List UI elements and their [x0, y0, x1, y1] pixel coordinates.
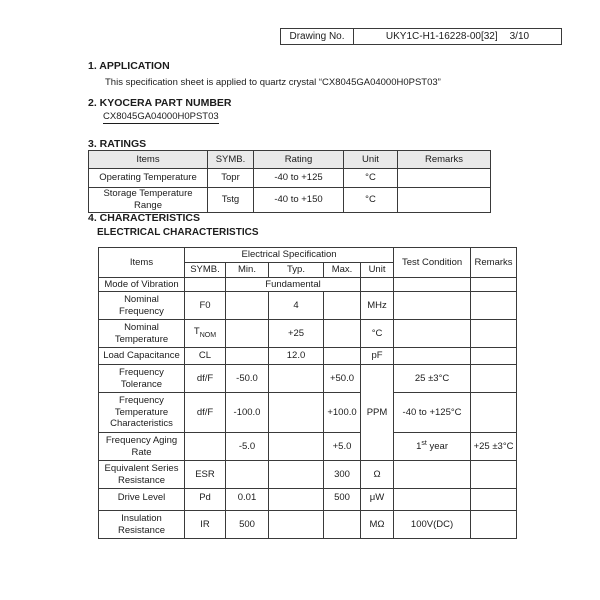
- empty-cell: [361, 278, 394, 292]
- ratings-header-rating: Rating: [254, 151, 344, 169]
- empty-cell: [471, 393, 517, 433]
- part-number-value: CX8045GA04000H0PST03: [103, 111, 219, 122]
- empty-cell: [471, 278, 517, 292]
- table-row: [99, 511, 517, 539]
- char-symb: IR: [185, 511, 226, 539]
- char-item: Nominal Frequency: [99, 292, 185, 320]
- rating-symb: Topr: [208, 169, 254, 188]
- table-row: [99, 365, 517, 393]
- char-max: 500: [324, 489, 361, 511]
- electrical-characteristics-subheading: ELECTRICAL CHARACTERISTICS: [97, 227, 259, 238]
- char-min: 500: [226, 511, 269, 539]
- char-max: 300: [324, 461, 361, 489]
- table-row: [99, 461, 517, 489]
- char-item: Nominal Temperature: [99, 320, 185, 348]
- rating-unit: °C: [344, 188, 398, 213]
- drawing-number-box: [280, 28, 562, 45]
- char-unit: Ω: [361, 461, 394, 489]
- char-item: Frequency Aging Rate: [99, 433, 185, 461]
- char-header-typ: Typ.: [269, 263, 324, 278]
- empty-cell: [185, 278, 226, 292]
- char-symb: df/F: [185, 365, 226, 393]
- empty-cell: [394, 292, 471, 320]
- characteristics-heading: 4. CHARACTERISTICS: [88, 212, 201, 224]
- char-unit: °C: [361, 320, 394, 348]
- char-remarks: +25 ±3°C: [471, 433, 517, 461]
- char-symb: $T_{NOM}$: [185, 320, 226, 348]
- empty-cell: [471, 489, 517, 511]
- rating-unit: °C: [344, 169, 398, 188]
- table-row: [99, 292, 517, 320]
- empty-cell: [269, 461, 324, 489]
- char-unit: MΩ: [361, 511, 394, 539]
- empty-cell: [471, 292, 517, 320]
- char-unit: μW: [361, 489, 394, 511]
- empty-cell: [324, 511, 361, 539]
- char-item: Equivalent Series Resistance: [99, 461, 185, 489]
- char-max: +5.0: [324, 433, 361, 461]
- ratings-header-row: [89, 151, 491, 169]
- char-spec: Fundamental: [226, 278, 361, 292]
- drawing-no-value: [354, 29, 561, 44]
- symb-subscript: NOM: [199, 332, 217, 340]
- empty-cell: [394, 461, 471, 489]
- rating-value: -40 to +125: [254, 169, 344, 188]
- empty-cell: [269, 433, 324, 461]
- char-unit: pF: [361, 348, 394, 365]
- char-max: +50.0: [324, 365, 361, 393]
- char-item: Drive Level: [99, 489, 185, 511]
- char-item: Frequency Tolerance: [99, 365, 185, 393]
- part-number-heading: 2. KYOCERA PART NUMBER: [88, 97, 232, 109]
- application-heading: 1. APPLICATION: [88, 60, 170, 72]
- empty-cell: [394, 278, 471, 292]
- table-row: [99, 433, 517, 461]
- rating-remarks: [398, 188, 491, 213]
- empty-cell: [269, 393, 324, 433]
- table-row: [99, 278, 517, 292]
- char-header-items: Items: [99, 248, 185, 278]
- empty-cell: [394, 320, 471, 348]
- table-row: [99, 393, 517, 433]
- char-header-remarks: Remarks: [471, 248, 517, 278]
- char-header-min: Min.: [226, 263, 269, 278]
- empty-cell: [269, 489, 324, 511]
- rating-item: Storage Temperature Range: [89, 188, 208, 213]
- rating-item: Operating Temperature: [89, 169, 208, 188]
- char-min: -5.0: [226, 433, 269, 461]
- application-body: This specification sheet is applied to quartz crystal “CX8045GA04000H0PST03”: [105, 77, 441, 88]
- rating-symb: Tstg: [208, 188, 254, 213]
- empty-cell: [471, 320, 517, 348]
- char-item: Insulation Resistance: [99, 511, 185, 539]
- ratings-header-remarks: Remarks: [398, 151, 491, 169]
- char-item: Load Capacitance: [99, 348, 185, 365]
- table-row: [99, 348, 517, 365]
- empty-cell: [269, 365, 324, 393]
- rating-value: -40 to +150: [254, 188, 344, 213]
- char-typ: 12.0: [269, 348, 324, 365]
- char-header-test-condition: Test Condition: [394, 248, 471, 278]
- table-row: [89, 188, 491, 213]
- empty-cell: [471, 461, 517, 489]
- char-unit: MHz: [361, 292, 394, 320]
- empty-cell: [394, 348, 471, 365]
- char-symb: df/F: [185, 393, 226, 433]
- char-min: -50.0: [226, 365, 269, 393]
- drawing-no-label: Drawing No.: [281, 29, 354, 44]
- page-number: 3/10: [509, 31, 530, 42]
- empty-cell: [226, 292, 269, 320]
- char-symb: ESR: [185, 461, 226, 489]
- electrical-characteristics-table: [98, 247, 517, 539]
- rating-remarks: [398, 169, 491, 188]
- empty-cell: [269, 511, 324, 539]
- table-row: [99, 489, 517, 511]
- char-symb: CL: [185, 348, 226, 365]
- empty-cell: [471, 365, 517, 393]
- ratings-heading: 3. RATINGS: [88, 138, 147, 150]
- ratings-table: [88, 150, 491, 213]
- ratings-header-unit: Unit: [344, 151, 398, 169]
- char-test-condition: 100V(DC): [394, 511, 471, 539]
- empty-cell: [394, 489, 471, 511]
- drawing-no-number: UKY1C-H1-16228-00[32]: [385, 31, 498, 42]
- empty-cell: [324, 348, 361, 365]
- char-header-unit: Unit: [361, 263, 394, 278]
- test-superscript: st: [421, 439, 427, 447]
- char-header-elec-spec: Electrical Specification: [185, 248, 394, 263]
- table-row: [99, 320, 517, 348]
- char-header-row-1: [99, 248, 517, 263]
- char-unit-span: PPM: [361, 365, 394, 461]
- empty-cell: [226, 461, 269, 489]
- char-header-symb: SYMB.: [185, 263, 226, 278]
- char-typ: 4: [269, 292, 324, 320]
- char-min: -100.0: [226, 393, 269, 433]
- char-test-condition: 1st year: [394, 433, 471, 461]
- char-min: 0.01: [226, 489, 269, 511]
- empty-cell: [324, 292, 361, 320]
- char-max: +100.0: [324, 393, 361, 433]
- table-row: [89, 169, 491, 188]
- empty-cell: [471, 348, 517, 365]
- char-header-max: Max.: [324, 263, 361, 278]
- char-typ: +25: [269, 320, 324, 348]
- char-symb: F0: [185, 292, 226, 320]
- char-symb: Pd: [185, 489, 226, 511]
- char-test-condition: -40 to +125°C: [394, 393, 471, 433]
- char-item: Mode of Vibration: [99, 278, 185, 292]
- char-item: Frequency Temperature Characteristics: [99, 393, 185, 433]
- empty-cell: [226, 320, 269, 348]
- ratings-header-items: Items: [89, 151, 208, 169]
- empty-cell: [226, 348, 269, 365]
- empty-cell: [324, 320, 361, 348]
- ratings-header-symb: SYMB.: [208, 151, 254, 169]
- char-test-condition: 25 ±3°C: [394, 365, 471, 393]
- empty-cell: [471, 511, 517, 539]
- empty-cell: [185, 433, 226, 461]
